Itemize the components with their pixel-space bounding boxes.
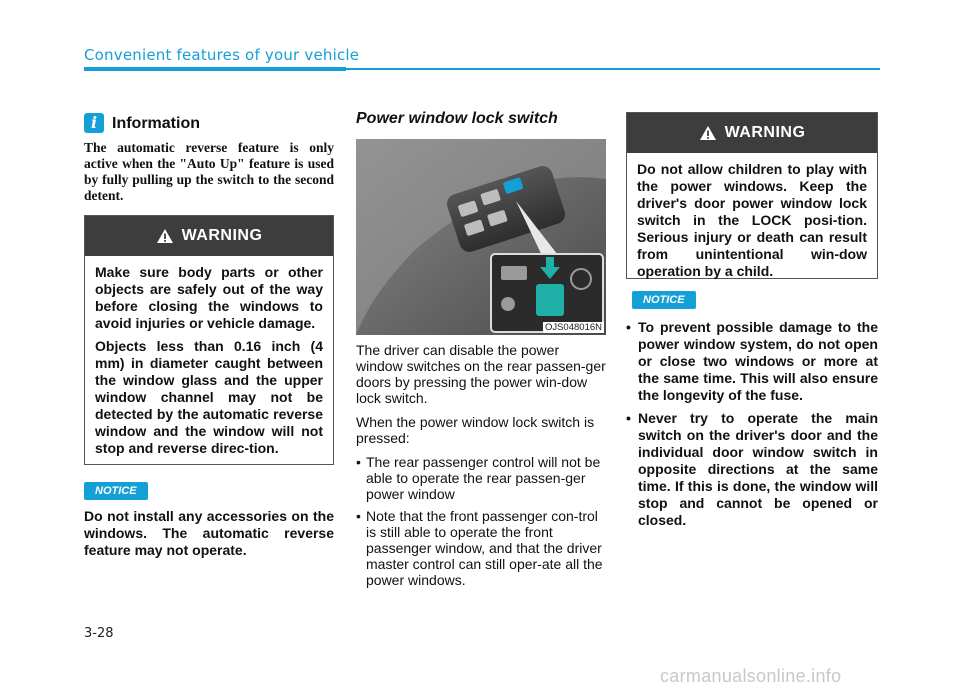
warning-body bbox=[627, 153, 877, 294]
warning-header bbox=[85, 216, 333, 256]
image-code: OJS048016N bbox=[544, 322, 602, 333]
list-item: • The rear passenger control will not be able to operate the rear passen-ger power window bbox=[356, 454, 606, 502]
notice-badge: NOTICE bbox=[84, 482, 148, 500]
info-icon: i bbox=[84, 113, 104, 133]
door-switch-photo bbox=[356, 139, 606, 335]
warning-paragraph: Make sure body parts or other objects are safely out of the way before closing the windows to avoid injuries or vehicle damage. bbox=[95, 264, 323, 331]
section-title: Convenient features of your vehicle bbox=[84, 46, 360, 64]
notice-bullets-block bbox=[626, 319, 878, 535]
warning-paragraph: Do not allow children to play with the power windows. Keep the driver's door power window lock switch in the LOCK posi-tion. Serious injury or death can result from unintentional win-dow operation by a child. bbox=[637, 161, 867, 279]
header-rule-thin bbox=[346, 68, 880, 70]
warning-title: WARNING bbox=[181, 227, 263, 244]
warning-paragraph: Objects less than 0.16 inch (4 mm) in diameter caught between the window glass and the upper window channel may not be detected by the automatic reverse window and the window will not stop and reverse direc-tion. bbox=[95, 338, 323, 456]
warning-triangle-icon bbox=[699, 125, 717, 141]
notice-badge: NOTICE bbox=[632, 291, 696, 309]
power-lock-when: When the power window lock switch is pressed: bbox=[356, 414, 595, 446]
warning-box bbox=[84, 215, 334, 465]
info-body: The automatic reverse feature is only active when the "Auto Up" feature is used by fully pulling up the switch to the second detent. bbox=[84, 140, 334, 203]
power-lock-intro: The driver can disable the power window switches on the rear passen-ger doors by pressing the power win-dow lock switch. bbox=[356, 342, 606, 406]
list-item: • To prevent possible damage to the power window system, do not open or close two windows or more at the same time. This will also ensure the longevity of the fuse. bbox=[626, 319, 878, 404]
power-lock-heading: Power window lock switch bbox=[356, 110, 558, 127]
list-item: • Note that the front passenger con-trol is still able to operate the front passenger window, and that the driver master control can still oper-ate all the power windows. bbox=[356, 508, 606, 588]
notice-text: Do not install any accessories on the windows. The automatic reverse feature may not operate. bbox=[84, 508, 334, 558]
warning-triangle-icon bbox=[156, 228, 174, 244]
door-switch-illustration bbox=[356, 139, 606, 335]
list-item: • Never try to operate the main switch on the driver's door and the individual door window switch in opposite directions at the same time. If this is done, the window will stop and cannot be opened or closed. bbox=[626, 410, 878, 529]
info-heading: Information bbox=[112, 115, 200, 132]
warning-header bbox=[627, 113, 877, 153]
power-lock-bullets bbox=[356, 454, 606, 588]
warning-body bbox=[85, 256, 333, 471]
power-lock-text bbox=[356, 342, 606, 594]
notice-bullets bbox=[626, 319, 878, 529]
watermark: carmanualsonline.info bbox=[660, 666, 842, 686]
warning-title: WARNING bbox=[724, 124, 806, 141]
header-rule-thick bbox=[84, 67, 346, 71]
page-number: 3-28 bbox=[84, 626, 114, 641]
warning-box bbox=[626, 112, 878, 279]
